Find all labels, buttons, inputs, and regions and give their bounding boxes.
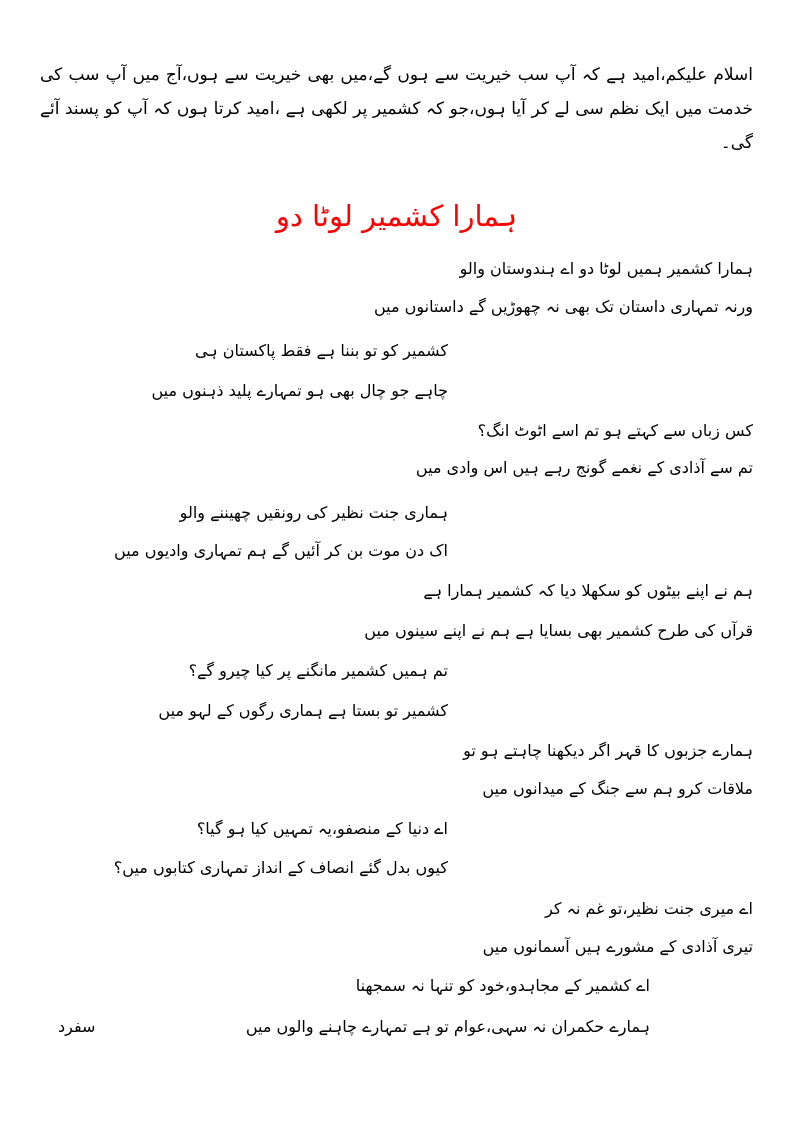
poem-line: ملاقات کرو ہم سے جنگ کے میدانوں میں [482, 779, 753, 798]
poem-line: ہمارے حکمران نہ سہی،عوام تو ہے تمہارے چاہنے والوں میں [245, 1017, 650, 1036]
poem-line: ہمارا کشمیر ہمیں لوٹا دو اے ہندوستان والو [459, 259, 753, 278]
poem-line: تم سے آذادی کے نغمے گونج رہے ہیں اس وادی میں [415, 458, 753, 477]
author-name: سفرد [58, 1017, 96, 1036]
poem-line: کشمیر کو تو بننا ہے فقط پاکستان ہی [194, 341, 448, 360]
poem-line: قرآں کی طرح کشمیر بھی بسایا ہے ہم نے اپنے سینوں میں [364, 621, 753, 640]
poem-line: ورنہ تمہاری داستان تک بھی نہ چھوڑیں گے داستانوں میں [373, 297, 753, 316]
poem-line: کیوں بدل گئے انصاف کے انداز تمہاری کتابوں میں؟ [113, 858, 448, 877]
poem-line: چاہے جو چال بھی ہو تمہارے پلید ذہنوں میں [151, 381, 448, 400]
intro-paragraph: اسلام علیکم،امید ہے کہ آپ سب خیریت سے ہوں گے،میں بھی خیریت سے ہوں،آج میں آپ سب کی خدمت میں ایک نظم سی لے کر آیا ہوں،جو کہ کشمیر پر لکھی ہے ،امید کرتا ہوں کہ آپ کو پسند آئے گی۔ [40, 65, 753, 153]
poem-line: ہمارے جزبوں کا قہر اگر دیکھنا چاہتے ہو تو [463, 741, 753, 760]
poem-line: کشمیر تو بستا ہے ہماری رگوں کے لہو میں [158, 701, 448, 720]
poem-line: ہم نے اپنے بیٹوں کو سکھلا دیا کہ کشمیر ہمارا ہے [423, 581, 753, 600]
poem-title: ہمارا کشمیر لوٹا دو [275, 199, 518, 233]
poem-line: اے دنیا کے منصفو،یہ تمہیں کیا ہو گیا؟ [196, 819, 448, 838]
poem-line: تم ہمیں کشمیر مانگنے پر کیا چیرو گے؟ [188, 661, 448, 680]
poem-line: اک دن موت بن کر آئیں گے ہم تمہاری وادیوں میں [114, 541, 448, 560]
poem-line: اے کشمیر کے مجاہدو،خود کو تنہا نہ سمجھنا [355, 976, 650, 995]
poem-line: کس زباں سے کہتے ہو تم اسے اٹوٹ انگ؟ [477, 421, 753, 440]
poem-line: ہماری جنت نظیر کی رونقیں چھیننے والو [179, 503, 448, 522]
poem-line: اے میری جنت نظیر،تو غم نہ کر [545, 899, 753, 918]
poem-line: تیری آذادی کے مشورے ہیں آسمانوں میں [482, 937, 753, 956]
